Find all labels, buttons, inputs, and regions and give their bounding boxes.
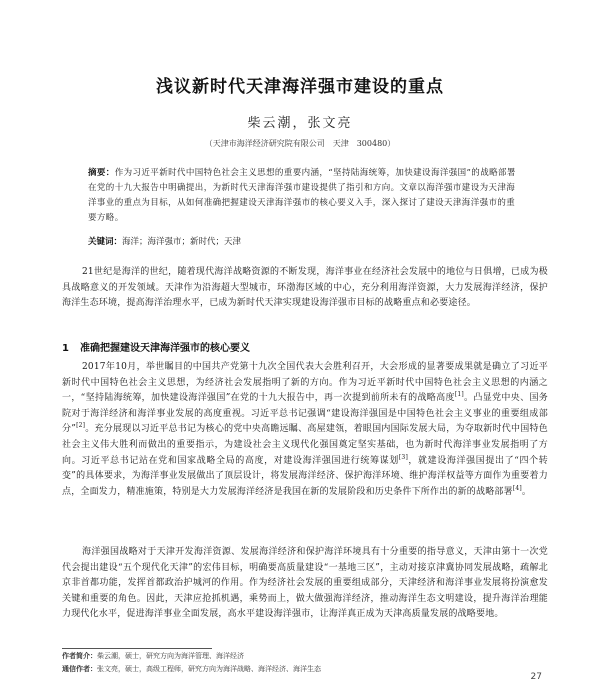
section-heading [62, 339, 548, 354]
paragraph-text: ，就建设海洋强国提出了“四个转变”的具体要求，为海洋事业发展做出了顶层设计，将发展海洋经济、保护海洋环境、维护海洋权益等方面作为重要着力点，全面发力，精准施策，特别是大力发展海洋经济是我国在新的发展阶段和历史条件下所作出的新的战略部署 [62, 455, 548, 497]
abstract-block [88, 166, 520, 226]
article-authors: 柴云潮，张文亮 [247, 116, 353, 131]
footnote-corr-label: 通信作者： [62, 665, 97, 673]
footnote-author-text: 柴云潮，硕士，研究方向为海洋管理、海洋经济 [97, 652, 244, 660]
abstract-text: 作为习近平新时代中国特色社会主义思想的重要内涵，“坚持陆海统筹，加快建设海洋强国”的战略部署在党的十九大报告中明确提出，为新时代天津海洋强市建设提供了指引和方向。文章以海洋强市建设为天津海洋事业的重点为目标，从如何准确把握建设天津海洋强市的核心要义入手，深入探讨了建设天津海洋强市的重要方略。 [88, 168, 516, 223]
paragraph-text: 。凸显党中央、国务院对于海洋经济和海洋事业发展的高度重视。习近平总书记强调“建设海洋强国是中国特色社会主义事业的重要组成部分” [62, 393, 548, 435]
page-number: 27 [530, 672, 542, 682]
footnotes [62, 650, 548, 676]
paragraph-text: 。 [521, 486, 532, 497]
article-title: 浅议新时代天津海洋强市建设的重点 [156, 77, 444, 97]
keywords-label: 关键词： [88, 237, 123, 247]
section-paragraph-1 [62, 360, 548, 500]
citation-ref: [2] [76, 422, 86, 430]
paragraph-text: 2017年10月，举世瞩目的中国共产党第十九次全国代表大会胜利召开，大会形成的显著要成果就是确立了习近平新时代中国特色社会主义思想，为经济社会发展指明了新的方向。作为习近平新时代中国特色社会主义思想的内涵之一，“坚持陆海统筹，加快建设海洋强国”在党的十九大报告中，再一次提到前所未有的战略高度 [62, 362, 548, 404]
article-affiliation: （天津市海洋经济研究院有限公司 天津 300480） [204, 139, 396, 148]
abstract-label: 摘要： [88, 168, 115, 178]
paragraph-text: 。充分展现以习近平总书记为核心的党中央高瞻远瞩、高屋建瓴，着眼国内国际发展大局，为夺取新时代中国特色社会主义伟大胜利而做出的重要指示，为建设社会主义现代化强国奠定坚实基础，也为新时代海洋事业发展指明了方向。习近平总书记站在党和国家战略全局的高度，对建设海洋强国进行统筹谋划 [62, 424, 548, 466]
footnote-divider [62, 648, 212, 649]
citation-ref: [4] [512, 484, 522, 492]
footnote-author [62, 650, 548, 663]
citation-ref: [3] [398, 453, 408, 461]
footnote-corresponding [62, 663, 548, 676]
section-heading-text: 准确把握建设天津海洋强市的核心要义 [80, 343, 250, 354]
keywords-text: 海洋；海洋强市；新时代；天津 [122, 237, 242, 247]
section-number: 1 [62, 343, 69, 354]
keywords-block [88, 235, 520, 250]
intro-paragraph: 21世纪是海洋的世纪，随着现代海洋战略资源的不断发现，海洋事业在经济社会发展中的地位与日俱增，已成为极具战略意义的开发领域。天津作为沿海超大型城市，环渤海区域的中心，充分利用海洋资源，大力发展海洋经济，保护海洋生态环境，提高海洋治理水平，已成为新时代天津实现建设海洋强市目标的战略重点和必要途径。 [62, 267, 548, 309]
footnote-corr-text: 张文亮，硕士，高级工程师，研究方向为海洋战略、海洋经济、海洋生态 [97, 665, 321, 673]
section-paragraph-2: 海洋强国战略对于天津开发海洋资源、发展海洋经济和保护海洋环境具有十分重要的指导意义，天津由第十一次党代会提出建设“五个现代化天津”的宏伟目标，明确要高质量建设“一基地三区”，主动对接京津冀协同发展战略，疏解北京非首都功能，发挥首都政治护城河的作用。作为经济社会发展的重要组成部分，天津经济和海洋事业发展将扮演愈发关键和重要的角色。因此，天津应抢抓机遇，乘势而上，做大做强海洋经济，推动海洋生态文明建设，提升海洋治理能力现代化水平，促进海洋事业全面发展，高水平建设海洋强市，让海洋真正成为天津高质量发展的战略要地。 [62, 547, 548, 620]
footnote-author-label: 作者简介： [62, 652, 97, 660]
citation-ref: [1] [454, 391, 464, 399]
